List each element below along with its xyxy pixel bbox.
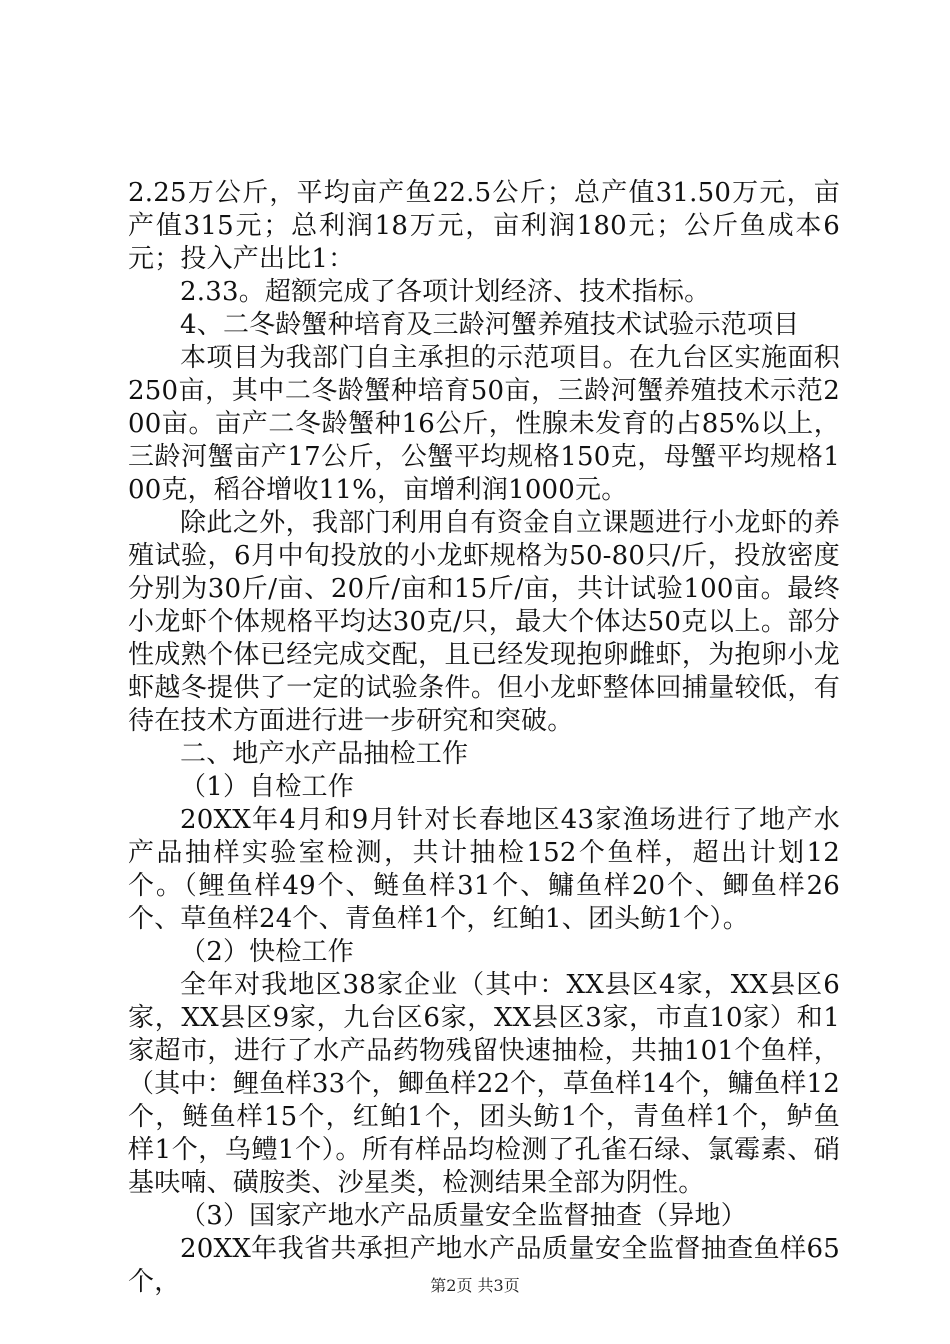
- paragraph-crayfish-trial: 除此之外，我部门利用自有资金自立课题进行小龙虾的养殖试验，6月中旬投放的小龙虾规格为50-80只/斤，投放密度分别为30斤/亩、20斤/亩和15斤/亩，共计试验100亩。最终小龙虾个体规格平均达30克/只，最大个体达50克以上。部分性成熟个体已经完成交配，且已经发现抱卵雌虾，为抱卵小龙虾越冬提供了一定的试验条件。但小龙虾整体回捕量较低，有待在技术方面进行进一步研究和突破。: [128, 508, 840, 736]
- paragraph-self-inspection: 20XX年4月和9月针对长春地区43家渔场进行了地产水产品抽样实验室检测，共计抽检152个鱼样，超出计划12个。（鲤鱼样49个、鲢鱼样31个、鳙鱼样20个、鲫鱼样26个、草鱼样24个、青鱼样1个，红鲌1、团头鲂1个）。: [128, 805, 840, 934]
- subheading-quick-inspection: （2）快检工作: [180, 937, 354, 967]
- paragraph-2: 2.33。超额完成了各项计划经济、技术指标。: [180, 277, 711, 307]
- section-heading-crab-project: 4、二冬龄蟹种培育及三龄河蟹养殖技术试验示范项目: [180, 310, 800, 340]
- paragraph-quick-inspection: 全年对我地区38家企业（其中：XX县区4家，XX县区6家，XX县区9家，九台区6家，XX县区3家，市直10家）和1家超市，进行了水产品药物残留快速抽检，共抽101个鱼样，（其中：鲤鱼样33个，鲫鱼样22个，草鱼样14个，鳙鱼样12个，鲢鱼样15个，红鲌1个，团头鲂1个，青鱼样1个，鲈鱼样1个，乌鳢1个）。所有样品均检测了孔雀石绿、氯霉素、硝基呋喃、磺胺类、沙星类，检测结果全部为阴性。: [128, 970, 840, 1198]
- subheading-self-inspection: （1）自检工作: [180, 772, 354, 802]
- page-footer: [0, 1276, 950, 1296]
- page-number-label: 第2页 共3页: [430, 1276, 520, 1295]
- subheading-national-inspection: （3）国家产地水产品质量安全监督抽查（异地）: [180, 1201, 747, 1231]
- document-body: [128, 177, 840, 1299]
- section-heading-inspection: 二、地产水产品抽检工作: [180, 739, 469, 769]
- paragraph-national-inspection: 20XX年我省共承担产地水产品质量安全监督抽查鱼样65个，: [128, 1234, 840, 1297]
- paragraph-crab-project: 本项目为我部门自主承担的示范项目。在九台区实施面积250亩，其中二冬龄蟹种培育50亩，三龄河蟹养殖技术示范200亩。亩产二冬龄蟹种16公斤，性腺未发育的占85%以上，三龄河蟹亩产17公斤，公蟹平均规格150克，母蟹平均规格100克，稻谷增收11%，亩增利润1000元。: [128, 343, 840, 505]
- paragraph-1: 2.25万公斤，平均亩产鱼22.5公斤；总产值31.50万元，亩产值315元；总利润18万元，亩利润180元；公斤鱼成本6元；投入产出比1：: [128, 178, 840, 274]
